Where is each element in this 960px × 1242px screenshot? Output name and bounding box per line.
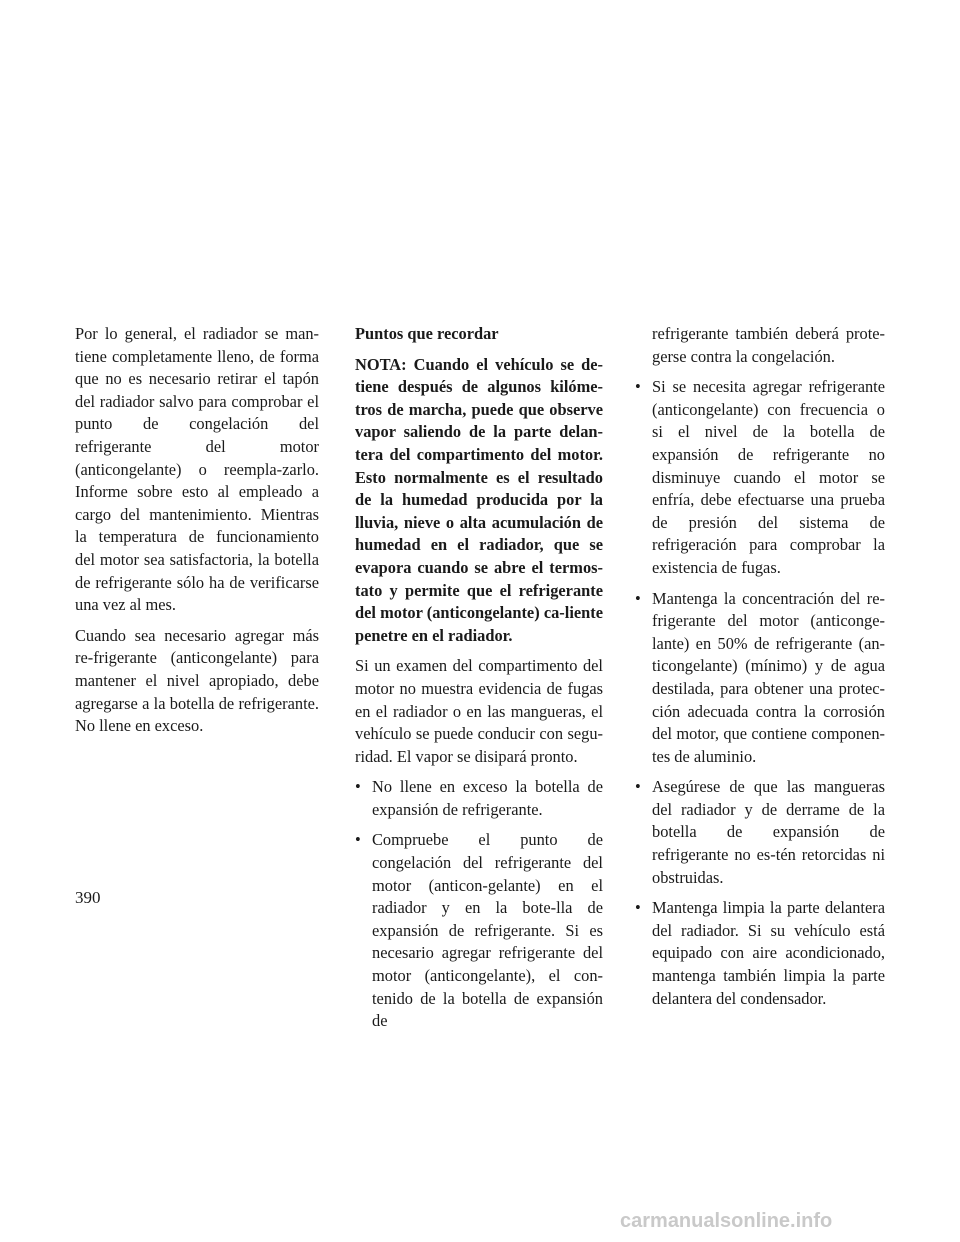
list-item: • No llene en exceso la botella de expansión de refrigerante. [355, 776, 603, 821]
list-item: • Mantenga la concentración del re-frigerante del motor (anticonge-lante) en 50% de refrigerante (an-ticongelante) (mínimo) y de agua destilada, para obtener una protec-ción adecuada contra la corrosión del motor, que contiene componen-tes de aluminio. [635, 588, 885, 769]
section-heading: Puntos que recordar [355, 324, 499, 343]
list-item: • Mantenga limpia la parte delantera del radiador. Si su vehículo está equipado con aire acondicionado, mantenga también limpia la parte delantera del condensador. [635, 897, 885, 1010]
bullet-list [635, 323, 885, 1010]
bullet-list [355, 776, 603, 1033]
left-column [75, 323, 319, 746]
note-paragraph: NOTA: Cuando el vehículo se de-tiene después de algunos kilóme-tros de marcha, puede que observe vapor saliendo de la parte delan-tera del compartimento del motor. Esto normalmente es el resultado de la humedad producida por la lluvia, nieve o alta acumulación de humedad en el radiador, que se evapora cuando se abre el termos-tato y permite que el refrigerante del motor (anticongelante) ca-liente penetre en el radiador. [355, 354, 603, 645]
list-item-continuation: refrigerante también deberá prote-gerse contra la congelación. [652, 324, 885, 366]
paragraph-inspection: Si un examen del compartimento del motor no muestra evidencia de fugas en el radiador o en las mangueras, el vehículo se puede conducir con segu-ridad. El vapor se disipará pronto. [355, 656, 603, 766]
middle-column [355, 323, 603, 1041]
page-number: 390 [75, 888, 101, 907]
paragraph-radiator-level: Por lo general, el radiador se man-tiene completamente lleno, de forma que no es necesario retirar el tapón del radiador salvo para comprobar el punto de congelación del refrigerante del motor (anticongelante) o reempla-zarlo. Informe sobre esto al empleado a cargo del mantenimiento. Mientras la temperatura de funcionamiento del motor sea satisfactoria, la botella de refrigerante sólo ha de verificarse una vez al mes. [75, 324, 319, 615]
list-item: • Asegúrese de que las mangueras del radiador y de derrame de la botella de expansión de refrigerante no es-tén retorcidas ni obstruidas. [635, 776, 885, 889]
paragraph-add-coolant: Cuando sea necesario agregar más re-frigerante (anticongelante) para mantener el nivel apropiado, debe agregarse a la botella de refrigerante. No llene en exceso. [75, 625, 319, 736]
list-item: • Compruebe el punto de congelación del refrigerante del motor (anticon-gelante) en el radiador y en la bote-lla de expansión de refrigerante. Si es necesario agregar refrigerante del motor (anticongelante), el con-tenido de la botella de expansión de [355, 829, 603, 1032]
right-column [635, 323, 885, 1018]
watermark: carmanualsonline.info [620, 1210, 833, 1232]
list-item: • Si se necesita agregar refrigerante (anticongelante) con frecuencia o si el nivel de la botella de expansión de refrigerante no disminuye cuando el motor se enfría, debe efectuarse una prueba de presión del sistema de refrigeración para comprobar la existencia de fugas. [635, 376, 885, 579]
